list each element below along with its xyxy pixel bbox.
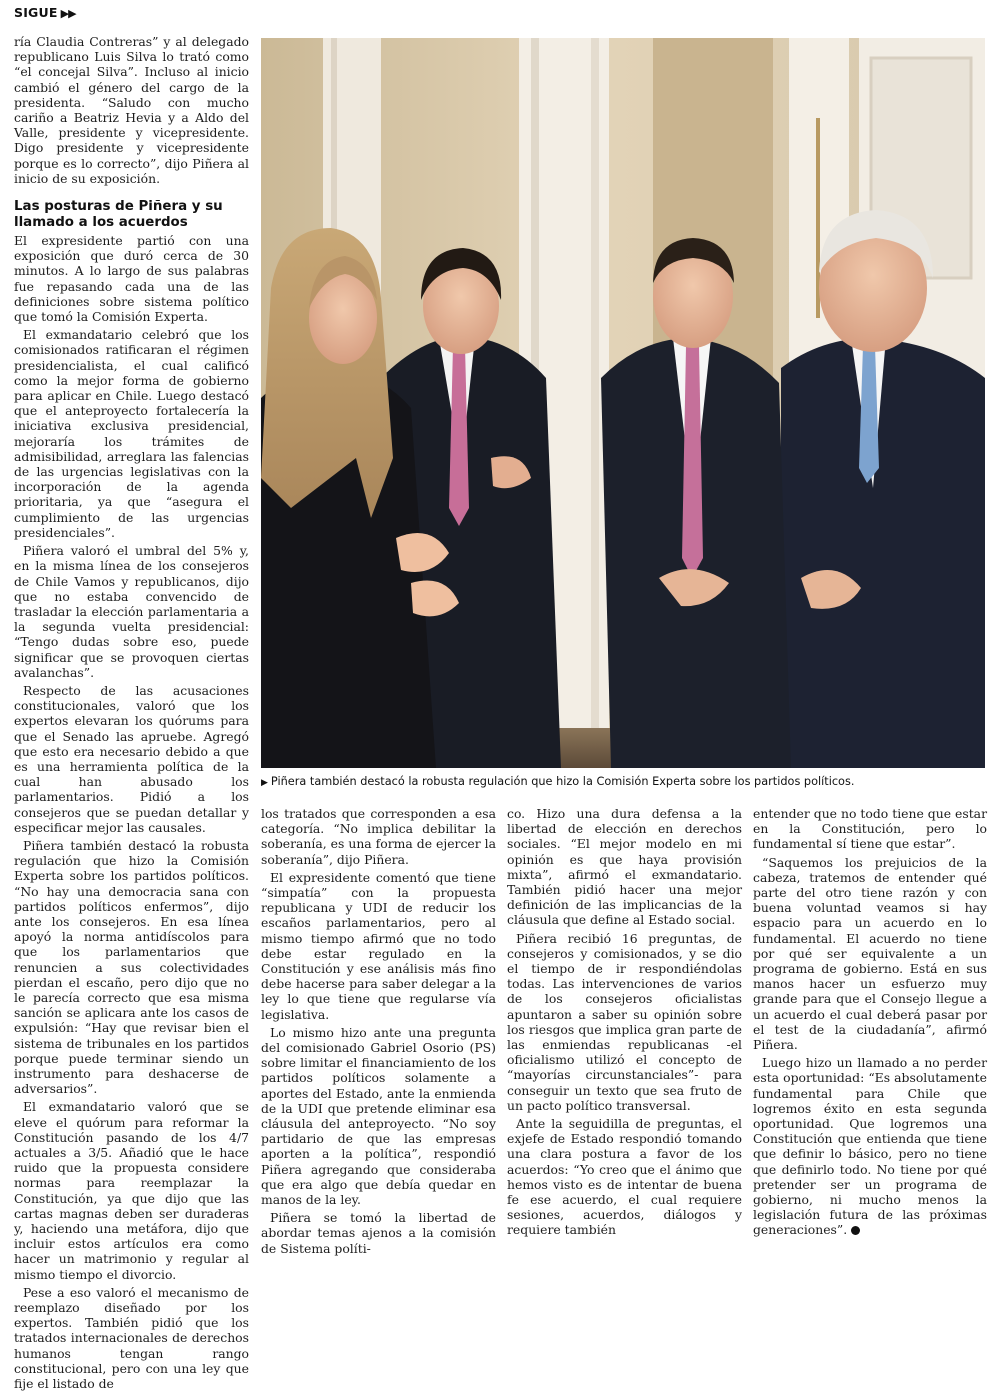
paragraph-text: Lo mismo hizo ante una pregunta del comisionado Gabriel Osorio (PS) sobre limitar el financiamiento de los partidos políticos solamente a aportes del Estado, ante la enmienda de la UDI que pretende eliminar esa cláusula del anteproyecto. “No soy partidario de que las empresas aporten a la política”, respondió Piñera agregando que consideraba que era algo que debía quedar en manos de la ley. <box>261 1024 496 1208</box>
article-paragraph <box>14 34 249 186</box>
article-column-2 <box>261 806 496 1256</box>
paragraph-text: El exmandatario celebró que los comisionados ratificaran el régimen presidencialista, el cual calificó como la mejor forma de gobierno para aplicar en Chile. Luego destacó que el anteproyecto fortalecería la iniciativa exclusiva presidencial, mejoraría los trámites de admisibilidad, arreglara las falencias de las urgencias legislativas con la incorporación de la agenda prioritaria, ya que “asegura el cumplimiento de las urgencias presidenciales”. <box>14 327 249 540</box>
sigue-text: SIGUE <box>14 5 58 20</box>
article-paragraph <box>14 1285 249 1391</box>
article-paragraph <box>261 1025 496 1207</box>
paragraph-text: El expresidente comentó que tiene “simpatía” con la propuesta republicana y UDI de reducir los escaños parlamentarios, pero al mismo tiempo afirmó que no todo debe estar regulado en la Constitución y ese análisis más fino debe hacerse para saber delegar a la ley lo que tiene que regularse vía legislativa. <box>261 869 496 1022</box>
article-column-3 <box>507 806 742 1238</box>
article-paragraph <box>753 806 987 852</box>
caption-arrow-icon: ▶ <box>261 778 268 788</box>
article-paragraph <box>14 327 249 540</box>
article-paragraph <box>507 1116 742 1238</box>
paragraph-text: Piñera se tomó la libertad de abordar temas ajenos a la comisión de Sistema políti- <box>261 1210 496 1256</box>
news-photo <box>261 38 985 768</box>
paragraph-text: Ante la seguidilla de preguntas, el exjefe de Estado respondió tomando una clara postura a favor de los acuerdos: “Yo creo que el ánimo que hemos visto es de intentar de buena fe ese acuerdo, el cual requiere sesiones, acuerdos, diálogos y requiere también <box>507 1116 742 1238</box>
paragraph-text: Luego hizo un llamado a no perder esta oportunidad: “Es absolutamente fundamental para Chile que logremos éxito en esta segunda oportunidad. Que logremos una Constitución que entienda que tiene que definir lo básico, pero no tiene que definirlo todo. No tiene por qué pretender ser un programa de gobierno, ni mucho menos la legislación futura de las próximas generaciones”. <box>753 1055 987 1238</box>
article-paragraph <box>753 855 987 1053</box>
article-paragraph <box>14 1099 249 1281</box>
article-paragraph <box>14 683 249 835</box>
article-paragraph <box>14 838 249 1096</box>
paragraph-text: los tratados que corresponden a esa categoría. “No implica debilitar la soberanía, es una forma de ejercer la soberanía”, dijo Piñera. <box>261 806 496 867</box>
paragraph-text: Pese a eso valoró el mecanismo de reemplazo diseñado por los expertos. También pidió que los tratados internacionales de derechos humanos tengan rango constitucional, pero con una ley que fije el listado de <box>14 1284 249 1391</box>
paragraph-text: ría Claudia Contreras” y al delegado republicano Luis Silva lo trató como “el concejal Silva”. Incluso al inicio cambió el género del cargo de la presidenta. “Saludo con mucho cariño a Beatriz Hevia y a Aldo del Valle, presidente y vicepresidente. Digo presidente y vicepresidente porque es lo correcto”, dijo Piñera al inicio de su exposición. <box>14 34 249 186</box>
article-paragraph <box>261 870 496 1022</box>
photo-caption <box>261 774 987 791</box>
article-paragraph <box>507 931 742 1113</box>
article-paragraph <box>261 806 496 867</box>
paragraph-text: El expresidente partió con una exposición que duró cerca de 30 minutos. A lo largo de sus palabras fue repasando cada una de las definiciones sobre sistema político que tomó la Comisión Experta. <box>14 233 249 325</box>
double-arrow-icon: ▶▶ <box>60 7 76 20</box>
article-paragraph <box>261 1210 496 1256</box>
article-paragraph <box>507 806 742 928</box>
caption-text: Piñera también destacó la robusta regulación que hizo la Comisión Experta sobre los partidos políticos. <box>270 775 855 788</box>
article-column-1 <box>14 34 249 1391</box>
photo-illustration <box>261 38 985 768</box>
paragraph-text: Respecto de las acusaciones constitucionales, valoró que los expertos elevaran los quórums para que el Senado las apruebe. Agregó que esto era necesario debido a que es una herramienta política de la cual han abusado los parlamentarios. Pidió a los consejeros que se puedan detallar y especificar mejor las causales. <box>14 682 249 835</box>
paragraph-text: Piñera valoró el umbral del 5% y, en la misma línea de los consejeros de Chile Vamos y republicanos, dijo que no estaba convencido de trasladar la elección parlamentaria a la segunda vuelta presidencial: “Tengo dudas sobre eso, puede significar que se provoquen ciertas avalanchas”. <box>14 543 249 680</box>
end-of-article-icon <box>851 1226 860 1235</box>
article-paragraph <box>14 543 249 680</box>
article-paragraph <box>753 1055 987 1237</box>
heading-text: Las posturas de Piñera y su llamado a los acuerdos <box>14 199 223 231</box>
paragraph-text: El exmandatario valoró que se eleve el quórum para reformar la Constitución pasando de los 4/7 actuales a 3/5. Añadió que le hace ruido que la propuesta considere normas para reemplazar la Constitución, ya que dijo que las cartas magnas deben ser duraderas y, haciendo una metáfora, dijo que incluir estos artículos era como hacer un matrimonio y regular al mismo tiempo el divorcio. <box>14 1099 249 1282</box>
section-heading <box>14 199 249 231</box>
article-column-4 <box>753 806 987 1238</box>
paragraph-text: entender que no todo tiene que estar en la Constitución, pero lo fundamental sí tiene que estar”. <box>753 806 987 852</box>
paragraph-text: co. Hizo una dura defensa a la libertad de elección en derechos sociales. “El mejor modelo en mi opinión es que haya provisión mixta”, afirmó el exmandatario. También pidió hacer una mejor definición de las implicancias de la cláusula que define al Estado social. <box>507 806 742 928</box>
paragraph-text: Piñera también destacó la robusta regulación que hizo la Comisión Experta sobre los partidos políticos. “No hay una democracia sana con partidos políticos enfermos”, dijo ante los consejeros. En esa línea apoyó la norma antidíscolos para que los parlamentarios que renuncien a sus colectividades pierdan el escaño, pero dijo que no le parecía correcto que esa misma sanción se aplicara ante los casos de expulsión: “Hay que revisar bien el sistema de tribunales en los partidos porque puede terminar siendo un instrumento para deshacerse de adversarios”. <box>14 837 249 1097</box>
paragraph-text: Piñera recibió 16 preguntas, de consejeros y comisionados, y se dio el tiempo de ir respondiéndolas todas. Las intervenciones de varios de los consejeros oficialistas apuntaron a saber su opinión sobre los riesgos que implica gran parte de las enmiendas republicanas -el oficialismo utilizó el concepto de “mayorías circunstanciales”- para conseguir un texto que sea fruto de un pacto político transversal. <box>507 930 742 1113</box>
paragraph-text: “Saquemos los prejuicios de la cabeza, tratemos de entender qué parte del otro tiene razón y con buena voluntad veamos si hay espacio para un acuerdo en lo fundamental. El acuerdo no tiene por qué ser equivalente a un programa de gobierno. Está en sus manos hacer un esfuerzo muy grande para que el Consejo llegue a un acuerdo el cual deberá pasar por el test de la ciudadanía”, afirmó Piñera. <box>753 854 987 1053</box>
article-paragraph <box>14 233 249 324</box>
sigue-label <box>14 5 76 20</box>
